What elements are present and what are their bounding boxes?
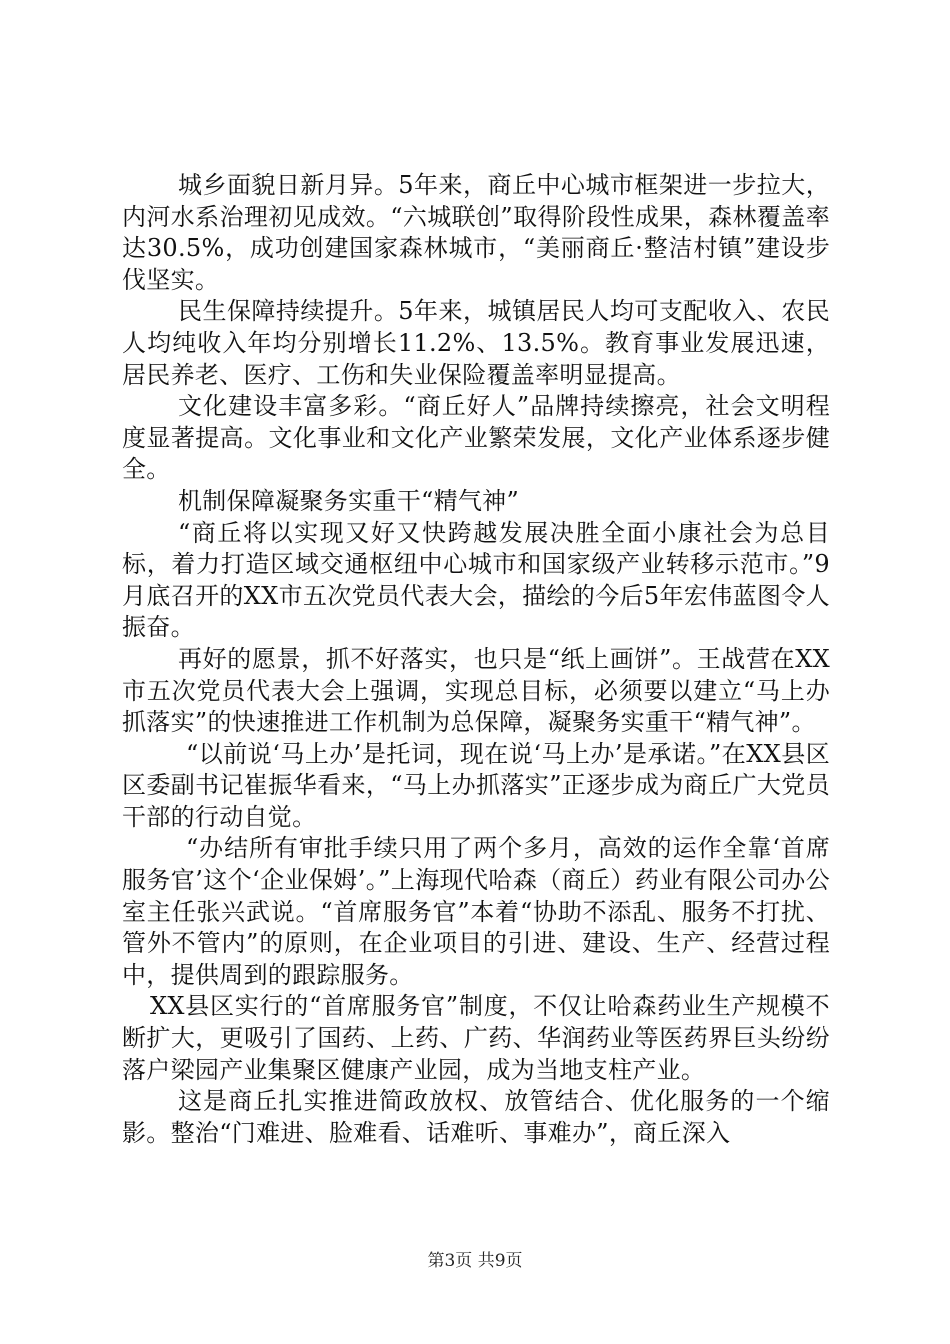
paragraph-culture: 文化建设丰富多彩。“商丘好人”品牌持续擦亮，社会文明程度显著提高。文化事业和文化产业繁荣发展，文化产业体系逐步健全。	[122, 392, 830, 484]
page-number-footer: 第3页 共9页	[427, 1251, 523, 1271]
paragraph-quote-promise: “以前说‘马上办’是托词，现在说‘马上办’是承诺。”在XX县区区委副书记崔振华看来，“马上办抓落实”正逐步成为商丘广大党员干部的行动自觉。	[122, 739, 830, 831]
paragraph-reform: 这是商丘扎实推进简政放权、放管结合、优化服务的一个缩影。整治“门难进、脸难看、话难听、事难办”，商丘深入	[122, 1087, 830, 1147]
section-heading-mechanism: 机制保障凝聚务实重干“精气神”	[178, 486, 520, 515]
paragraph-livelihood: 民生保障持续提升。5年来，城镇居民人均可支配收入、农民人均纯收入年均分别增长11.2%、13.5%。教育事业发展迅速，居民养老、医疗、工伤和失业保险覆盖率明显提高。	[122, 297, 830, 389]
paragraph-implementation: 再好的愿景，抓不好落实，也只是“纸上画饼”。王战营在XX市五次党员代表大会上强调，实现总目标，必须要以建立“马上办抓落实”的快速推进工作机制为总保障，凝聚务实重干“精气神”。	[122, 644, 830, 737]
paragraph-urban-rural: 城乡面貌日新月异。5年来，商丘中心城市框架进一步拉大，内河水系治理初见成效。“六城联创”取得阶段性成果，森林覆盖率达30.5%，成功创建国家森林城市，“美丽商丘·整洁村镇”建设步伐坚实。	[122, 171, 830, 294]
paragraph-blueprint: “商丘将以实现又好又快跨越发展决胜全面小康社会为总目标，着力打造区域交通枢纽中心城市和国家级产业转移示范市。”9月底召开的XX市五次党员代表大会，描绘的今后5年宏伟蓝图令人振奋。	[122, 518, 830, 642]
paragraph-chief-service-officer: “办结所有审批手续只用了两个多月，高效的运作全靠‘首席服务官’这个‘企业保姆’。”上海现代哈森（商丘）药业有限公司办公室主任张兴武说。“首席服务官”本着“协助不添乱、服务不打扰、管外不管内”的原则，在企业项目的引进、建设、生产、经营过程中，提供周到的跟踪服务。	[122, 834, 830, 989]
paragraph-pharma-industry: XX县区实行的“首席服务官”制度，不仅让哈森药业生产规模不断扩大，更吸引了国药、上药、广药、华润药业等医药界巨头纷纷落户梁园产业集聚区健康产业园，成为当地支柱产业。	[122, 992, 830, 1084]
body-text	[122, 170, 830, 1149]
